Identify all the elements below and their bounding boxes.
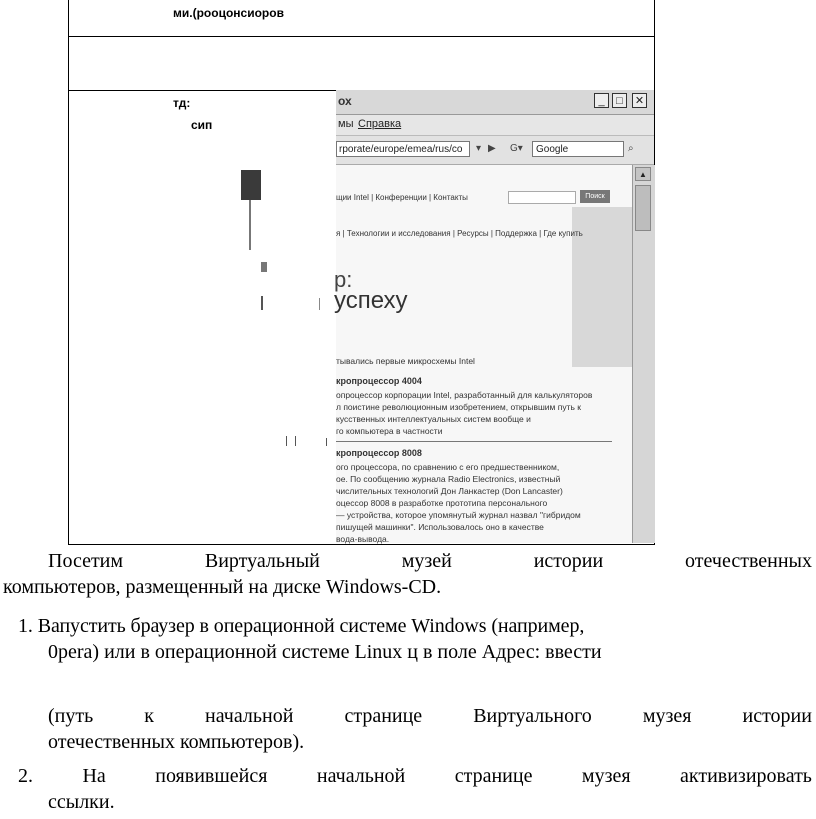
browser-menubar: [336, 115, 654, 136]
image-fragment-tick: [319, 298, 320, 310]
minimize-button[interactable]: _: [594, 93, 609, 108]
page-search-button[interactable]: Поиск: [580, 190, 610, 203]
browser-scrollbar[interactable]: [632, 165, 655, 543]
page-top-links[interactable]: щии Intel | Конференции | Контакты: [336, 193, 468, 202]
image-fragment-line: [249, 200, 251, 250]
close-button[interactable]: ✕: [632, 93, 647, 108]
word: появившейся: [155, 765, 268, 787]
word: отечественных: [685, 550, 812, 572]
word: начальной: [316, 765, 406, 787]
scroll-up-icon[interactable]: ▲: [635, 167, 651, 181]
dropdown-icon[interactable]: ▾: [476, 143, 482, 154]
go-icon[interactable]: ▶: [488, 143, 496, 154]
section2-line: числительных технологий Дон Ланкастер (Don Lancaster): [336, 486, 563, 496]
word: Посетим: [48, 550, 124, 572]
word: истории: [742, 705, 812, 727]
image-fragment-tick: [286, 436, 287, 446]
word: 2.: [18, 765, 33, 787]
section1-line: кусственных интеллектуальных систем вообще и: [336, 414, 531, 424]
word: странице: [454, 765, 533, 787]
page-search-input[interactable]: [508, 191, 576, 204]
list-item-2-line-2: ссылки.: [48, 791, 115, 813]
word: к: [144, 705, 154, 727]
scroll-thumb[interactable]: [635, 185, 651, 231]
section1-line: опроцессор корпорации Intel, разработанный для калькуляторов: [336, 390, 593, 400]
section2-line: ого процессора, по сравнению с его предшественником,: [336, 462, 560, 472]
maximize-button[interactable]: □: [612, 93, 627, 108]
list-item-2-line-1: [18, 762, 812, 790]
table-row-caption: [69, 0, 654, 37]
browser-title: ох: [338, 94, 352, 108]
word: (путь: [48, 705, 94, 727]
browser-toolbar: [336, 136, 654, 165]
browser-titlebar: [336, 90, 654, 115]
image-fragment: [241, 170, 261, 200]
word: Виртуального: [473, 705, 592, 727]
section2-line: ое. По сообщению журнала Radio Electronics, известный: [336, 474, 561, 484]
word: странице: [344, 705, 423, 727]
word: музей: [401, 550, 452, 572]
page-heading-line1: р:: [334, 267, 353, 292]
browser-screenshot: [336, 90, 654, 543]
word: Виртуальный: [204, 550, 320, 572]
section2-title: кропроцессор 8008: [336, 448, 422, 458]
paragraph-1-line-2: компьютеров, размещенный на диске Windows-CD.: [3, 576, 442, 598]
image-fragment-dot: [261, 262, 267, 272]
page-intro: тывались первые микросхемы Intel: [336, 356, 475, 366]
word: начальной: [205, 705, 294, 727]
section-divider: [336, 441, 612, 442]
word: активизировать: [680, 765, 812, 787]
search-field[interactable]: Google: [532, 141, 624, 157]
list-item-1-line-4: отечественных компьютеров).: [48, 731, 305, 753]
section2-line: пишущей машинки". Использовалось оно в качестве: [336, 522, 544, 532]
table-row-empty: [69, 36, 654, 91]
word: музея: [642, 705, 692, 727]
image-fragment-tick: [326, 438, 327, 446]
word: На: [82, 765, 106, 787]
browser-page-content: [336, 165, 632, 543]
image-fragment-tick: [261, 296, 263, 310]
list-item-1-line-3: [48, 702, 812, 730]
page-nav-links[interactable]: я | Технологии и исследования | Ресурсы | Поддержка | Где купить: [336, 229, 583, 238]
label-sip: сип: [191, 118, 213, 132]
menu-item-help[interactable]: Справка: [358, 118, 402, 130]
table-caption: ми.(рооцонсиоров: [173, 6, 284, 20]
menu-item-view[interactable]: мы: [338, 118, 354, 130]
word: истории: [533, 550, 604, 572]
label-td: тд:: [173, 96, 191, 110]
section2-line: вода-вывода.: [336, 534, 390, 544]
section1-line: л поистине революционным изобретением, открывшим путь к: [336, 402, 581, 412]
search-icon[interactable]: ⌕: [628, 143, 634, 154]
section2-line: оцессор 8008 в разработке прототипа персонального: [336, 498, 548, 508]
section2-line: — устройства, которое упомянутый журнал назвал "гибридом: [336, 510, 581, 520]
section1-line: го компьютера в частности: [336, 426, 443, 436]
address-field[interactable]: rporate/europe/emea/rus/co: [336, 141, 470, 157]
word: музея: [581, 765, 631, 787]
image-fragment-tick: [295, 436, 296, 446]
list-item-1-line-2: 0pera) или в операционной системе Linux ц в поле Адрес: ввести: [48, 641, 602, 663]
list-item-1-line-1: 1. Вапустить браузер в операционной системе Windows (например,: [18, 615, 585, 637]
page-heading-line2: успеху: [334, 287, 408, 314]
paragraph-1-line-1: [48, 547, 812, 575]
search-engine-icon[interactable]: G▾: [510, 143, 523, 154]
section1-title: кропроцессор 4004: [336, 376, 422, 386]
